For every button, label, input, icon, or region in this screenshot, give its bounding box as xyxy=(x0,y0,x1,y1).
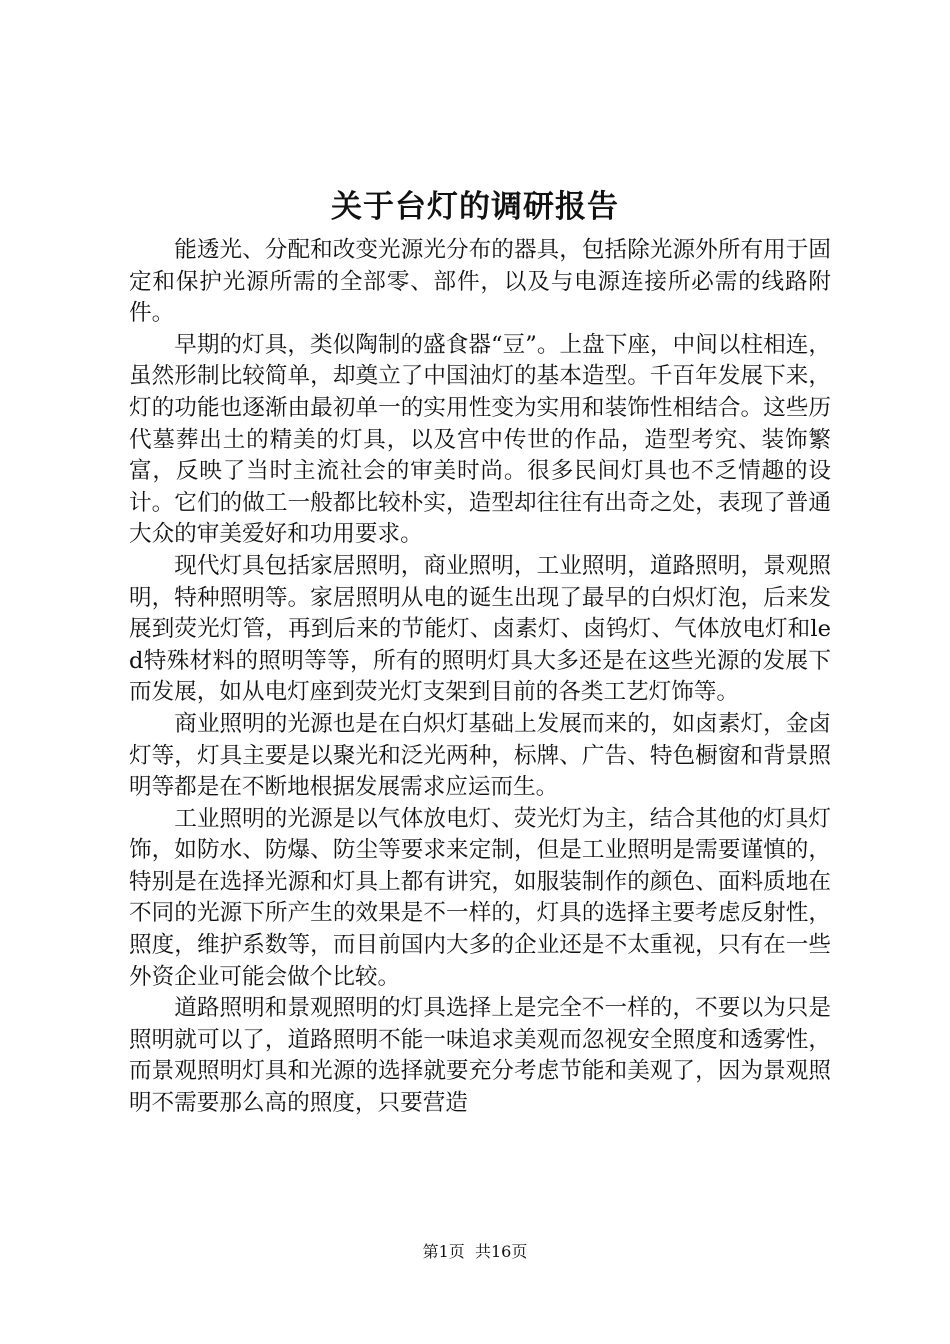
paragraph-early-lamps: 早期的灯具，类似陶制的盛食器“豆”。上盘下座，中间以柱相连，虽然形制比较简单，却奠立了中国油灯的基本造型。千百年发展下来，灯的功能也逐渐由最初单一的实用性变为实用和装饰性相结合。这些历代墓葬出土的精美的灯具，以及宫中传世的作品，造型考究、装饰繁富，反映了当时主流社会的审美时尚。很多民间灯具也不乏情趣的设计。它们的做工一般都比较朴实，造型却往往有出奇之处，表现了普通大众的审美爱好和功用要求。 xyxy=(129,331,831,548)
page-footer xyxy=(0,1240,950,1264)
paragraph-commercial-lighting: 商业照明的光源也是在白炽灯基础上发展而来的，如卤素灯，金卤灯等，灯具主要是以聚光和泛光两种，标牌、广告、特色橱窗和背景照明等都是在不断地根据发展需求应运而生。 xyxy=(129,710,831,801)
paragraph-industrial-lighting: 工业照明的光源是以气体放电灯、荧光灯为主，结合其他的灯具灯饰，如防水、防爆、防尘等要求来定制，但是工业照明是需要谨慎的，特别是在选择光源和灯具上都有讲究，如服装制作的颜色、面料质地在不同的光源下所产生的效果是不一样的，灯具的选择主要考虑反射性，照度，维护系数等，而目前国内大多的企业还是不太重视，只有在一些外资企业可能会做个比较。 xyxy=(129,805,831,990)
document-title: 关于台灯的调研报告 xyxy=(331,189,619,225)
page-number: 第1页 xyxy=(422,1242,465,1261)
document-body xyxy=(129,235,831,1120)
paragraph-modern-lamps: 现代灯具包括家居照明，商业照明，工业照明，道路照明，景观照明，特种照明等。家居照明从电的诞生出现了最早的白炽灯泡，后来发展到荧光灯管，再到后来的节能灯、卤素灯、卤钨灯、气体放电灯和led特殊材料的照明等等，所有的照明灯具大多还是在这些光源的发展下而发展，如从电灯座到荧光灯支架到目前的各类工艺灯饰等。 xyxy=(129,552,831,706)
paragraph-definition: 能透光、分配和改变光源光分布的器具，包括除光源外所有用于固定和保护光源所需的全部零、部件，以及与电源连接所必需的线路附件。 xyxy=(129,237,831,327)
paragraph-road-landscape-lighting: 道路照明和景观照明的灯具选择上是完全不一样的，不要以为只是照明就可以了，道路照明不能一味追求美观而忽视安全照度和透雾性，而景观照明灯具和光源的选择就要充分考虑节能和美观了，因为景观照明不需要那么高的照度，只要营造 xyxy=(129,995,831,1117)
page-total: 共16页 xyxy=(474,1242,528,1261)
